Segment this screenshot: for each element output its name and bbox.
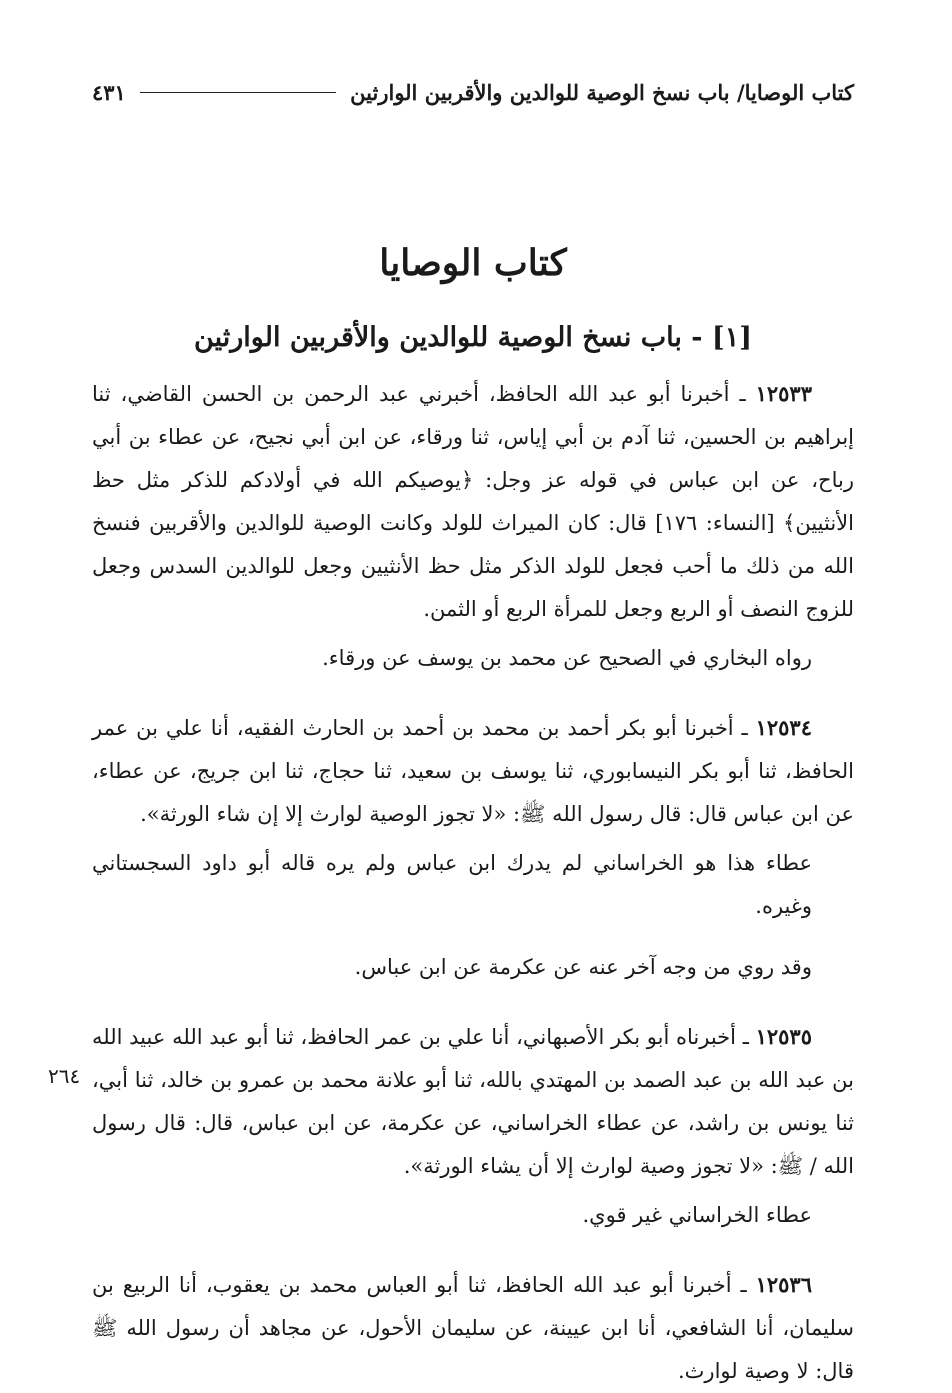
hadith-number: ١٢٥٣٣ — [755, 381, 812, 406]
hadith-note: عطاء هذا هو الخراساني لم يدرك ابن عباس ولم يره قاله أبو داود السجستاني وغيره. — [92, 851, 812, 918]
hadith-note: رواه البخاري في الصحيح عن محمد بن يوسف عن ورقاء. — [322, 646, 812, 670]
hadith-text: ـ أخبرنا أبو عبد الله الحافظ، أخبرني عبد الرحمن بن الحسن القاضي، ثنا إبراهيم بن الحسين، ثنا آدم بن أبي إياس، ثنا ورقاء، عن ابن أبي نجيح، عن عطاء بن أبي رباح، عن ابن عباس في قوله عز وجل: ﴿يوصيكم الله في أولادكم للذكر مثل حظ الأنثيين﴾ [النساء: ١٧٦] قال: كان الميراث للولد وكانت الوصية للوالدين والأقربين فنسخ الله من ذلك ما أحب فجعل للولد الذكر مثل حظ الأنثيين وجعل للوالدين السدس وجعل للزوج النصف أو الربع وجعل للمرأة الربع أو الثمن. — [92, 382, 854, 621]
running-header — [92, 72, 854, 112]
body-text — [92, 372, 854, 1393]
book-title: كتاب الوصايا — [379, 242, 567, 284]
hadith-12536 — [92, 1263, 854, 1393]
hadith-12533 — [92, 372, 854, 631]
margin-page-number: ٢٦٤ — [48, 1064, 81, 1088]
hadith-number: ١٢٥٣٤ — [755, 715, 812, 740]
hadith-note: عطاء الخراساني غير قوي. — [582, 1203, 812, 1227]
hadith-text: ـ أخبرنا أبو عبد الله الحافظ، ثنا أبو العباس محمد بن يعقوب، أنا الربيع بن سليمان، أنا الشافعي، أنا ابن عيينة، عن سليمان الأحول، عن مجاهد أن رسول الله ﷺ قال: لا وصية لوارث. — [92, 1273, 854, 1383]
hadith-12534 — [92, 706, 854, 836]
chapter-title: [١] - باب نسخ الوصية للوالدين والأقربين الوارثين — [194, 322, 752, 353]
hadith-note: وقد روي من وجه آخر عنه عن عكرمة عن ابن عباس. — [354, 955, 812, 979]
hadith-text: ـ أخبرنا أبو بكر أحمد بن محمد بن أحمد بن الحارث الفقيه، أنا علي بن عمر الحافظ، ثنا أبو بكر النيسابوري، ثنا يوسف بن سعيد، ثنا حجاج، ثنا ابن جريج، عن عطاء، عن ابن عباس قال: قال رسول الله ﷺ: «لا تجوز الوصية لوارث إلا إن شاء الورثة». — [92, 716, 854, 826]
hadith-12535 — [92, 1015, 854, 1188]
header-title: كتاب الوصايا/ باب نسخ الوصية للوالدين والأقربين الوارثين — [350, 79, 854, 105]
hadith-text: ـ أخبرناه أبو بكر الأصبهاني، أنا علي بن عمر الحافظ، ثنا أبو عبد الله عبيد الله بن عبد الله بن عبد الصمد بن المهتدي بالله، ثنا أبو علانة محمد بن عمرو بن خالد، ثنا أبي، ثنا يونس بن راشد، عن عطاء الخراساني، عن عكرمة، عن ابن عباس، قال: قال رسول الله / ﷺ: «لا تجوز وصية لوارث إلا أن يشاء الورثة». — [92, 1025, 854, 1178]
page-number: ٤٣١ — [92, 79, 126, 105]
hadith-number: ١٢٥٣٥ — [755, 1024, 812, 1049]
header-rule — [140, 92, 336, 93]
hadith-number: ١٢٥٣٦ — [755, 1272, 812, 1297]
